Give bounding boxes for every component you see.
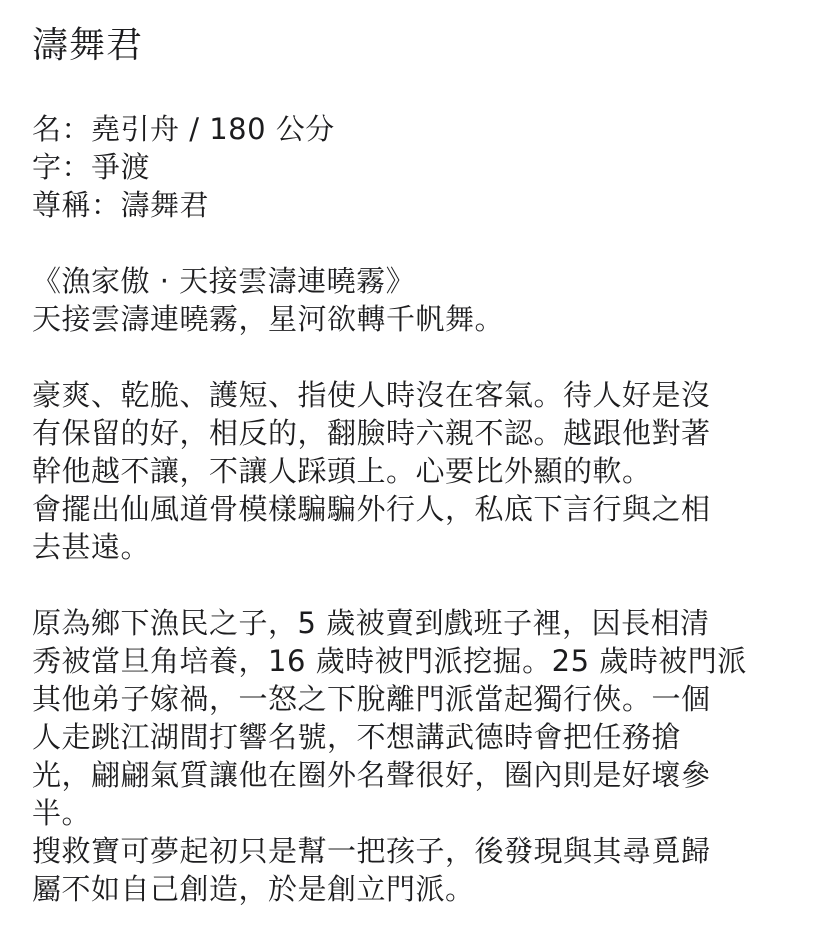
text-line: 原為鄉下漁民之子，5 歲被賣到戲班子裡，因長相清 xyxy=(32,606,710,640)
spacer xyxy=(32,338,802,376)
text-line: 人走跳江湖間打響名號，不想講武德時會把任務搶 xyxy=(32,720,682,754)
text-line: 幹他越不讓，不讓人踩頭上。心要比外顯的軟。 xyxy=(32,454,652,488)
page-title: 濤舞君 xyxy=(32,25,144,66)
text-line: 搜救寶可夢起初只是幫一把孩子，後發現與其尋覓歸 xyxy=(32,834,711,868)
personality-paragraph xyxy=(32,376,802,566)
text-line: 光，翩翩氣質讓他在圈外名聲很好，圈內則是好壞參 xyxy=(32,758,711,792)
profile-block xyxy=(32,110,802,224)
poem-verse: 天接雲濤連曉霧，星河欲轉千帆舞。 xyxy=(32,302,505,336)
spacer xyxy=(32,72,802,110)
document-body xyxy=(32,20,802,908)
background-paragraph xyxy=(32,604,802,908)
text-line: 秀被當旦角培養，16 歲時被門派挖掘。25 歲時被門派 xyxy=(32,644,747,678)
text-line: 有保留的好，相反的，翻臉時六親不認。越跟他對著 xyxy=(32,416,711,450)
text-line: 豪爽、乾脆、護短、指使人時沒在客氣。待人好是沒 xyxy=(32,378,711,412)
text-line: 屬不如自己創造，於是創立門派。 xyxy=(32,872,475,906)
text-line: 會擺出仙風道骨模樣騙騙外行人，私底下言行與之相 xyxy=(32,492,711,526)
text-line: 去甚遠。 xyxy=(32,530,151,564)
profile-name-line: 名：堯引舟 / 180 公分 xyxy=(32,112,335,146)
text-line: 其他弟子嫁禍，一怒之下脫離門派當起獨行俠。一個 xyxy=(32,682,711,716)
profile-honorific-line: 尊稱：濤舞君 xyxy=(32,188,210,222)
text-line: 半。 xyxy=(32,796,92,830)
profile-style-name-line: 字：爭渡 xyxy=(32,150,151,184)
spacer xyxy=(32,566,802,604)
poem-title: 《漁家傲 · 天接雲濤連曉霧》 xyxy=(32,264,416,298)
spacer xyxy=(32,224,802,262)
poem-block xyxy=(32,262,802,338)
